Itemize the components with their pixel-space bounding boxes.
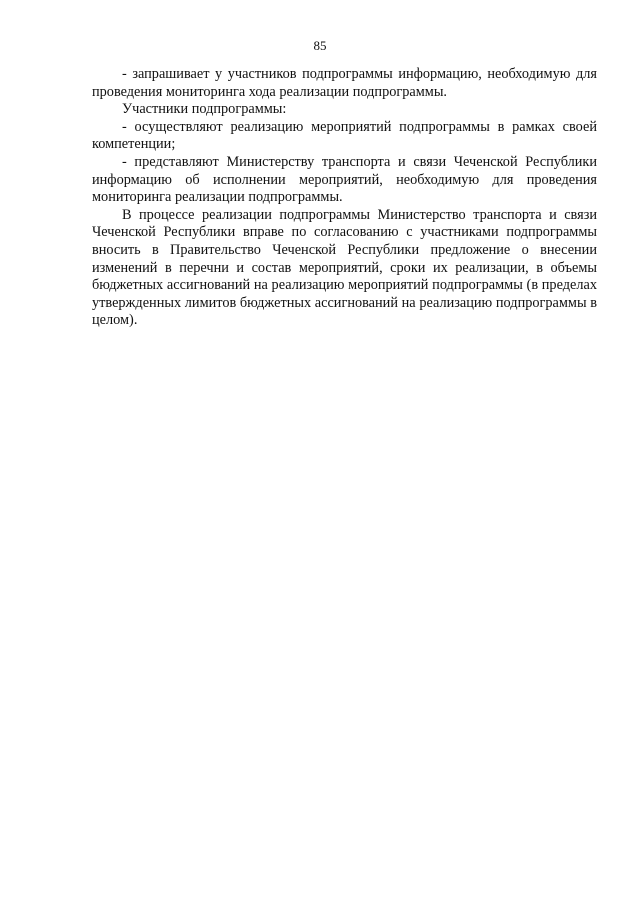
paragraph-participants-heading: Участники подпрограммы: [122,101,287,118]
paragraph-participants-implement: - осуществляют реализацию мероприятий подпрограммы в рамках своей компетенции; [92,118,597,153]
document-body [92,66,597,330]
paragraph-ministry-rights: В процессе реализации подпрограммы Министерство транспорта и связи Чеченской Республики вправе по согласованию с участниками подпрограммы вносить в Правительство Чеченской Республики предложение о внесении изменений в перечни и состав мероприятий, сроки их реализации, в объемы бюджетных ассигнований на реализацию мероприятий подпрограммы (в пределах утвержденных лимитов бюджетных ассигнований на реализацию подпрограммы в целом). [92,206,597,329]
page-number: 85 [313,38,327,53]
paragraph-request-info: - запрашивает у участников подпрограммы информацию, необходимую для проведения мониторинга хода реализации подпрограммы. [92,66,597,100]
paragraph-participants-report: - представляют Министерству транспорта и связи Чеченской Республики информацию об исполнении мероприятий, необходимую для проведения мониторинга реализации подпрограммы. [92,153,597,206]
